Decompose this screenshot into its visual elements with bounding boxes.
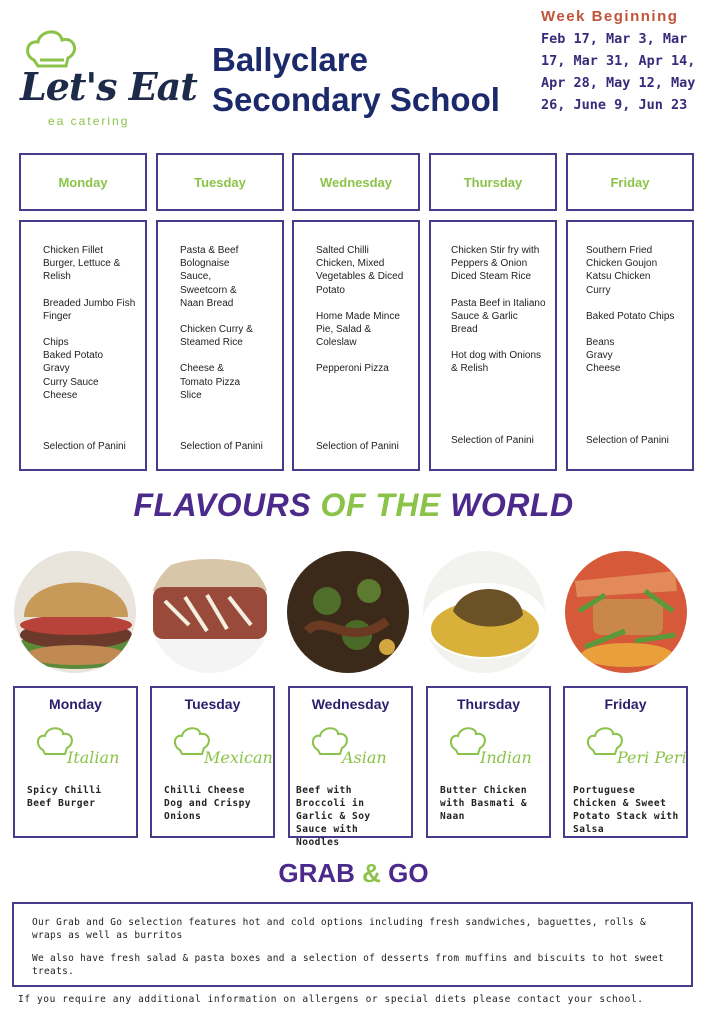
menu-item: Chips Baked Potato Gravy Curry Sauce Cheese bbox=[43, 337, 104, 401]
world-box-tuesday bbox=[150, 686, 275, 838]
ampersand: & bbox=[362, 858, 381, 888]
world-day-label: Friday bbox=[604, 696, 647, 712]
week-beginning-dates: Feb 17, Mar 3, Mar 17, Mar 31, Apr 14, Apr 28, May 12, May 26, June 9, Jun 23 bbox=[541, 31, 696, 113]
beef-broccoli-photo bbox=[287, 551, 409, 673]
world-day-label: Tuesday bbox=[184, 696, 241, 712]
menu-item: Pasta Beef in Italiano Sauce & Garlic Bread bbox=[451, 297, 546, 336]
menu-panini: Selection of Panini bbox=[586, 434, 669, 446]
grab-and-go-box bbox=[12, 902, 693, 987]
menu-box-thursday bbox=[429, 220, 557, 471]
world-dish: Chilli Cheese Dog and Crispy Onions bbox=[164, 785, 252, 822]
menu-item: Beans Gravy Cheese bbox=[586, 337, 621, 375]
chilli-dog-photo bbox=[149, 551, 271, 673]
burger-photo bbox=[14, 551, 136, 673]
world-box-wednesday bbox=[288, 686, 413, 848]
logo-subtitle: ea catering bbox=[48, 114, 130, 128]
world-dish: Butter Chicken with Basmati & Naan bbox=[440, 785, 528, 822]
grab-and-go-heading bbox=[0, 858, 707, 889]
cuisine-label: Mexican bbox=[204, 748, 273, 767]
allergen-footer-note: If you require any additional information on allergens or special diets please contact your school. bbox=[18, 994, 644, 1005]
menu-item: Breaded Jumbo Fish Finger bbox=[43, 297, 136, 322]
menu-item: Chicken Stir fry with Peppers & Onion Diced Steam Rice bbox=[451, 245, 540, 283]
menu-item: Hot dog with Onions & Relish bbox=[451, 350, 542, 375]
menu-item: Salted Chilli Chicken, Mixed Vegetables & Diced Potato bbox=[316, 245, 404, 296]
menu-item: Cheese & Tomato Pizza Slice bbox=[180, 363, 241, 401]
menu-item: Chicken Fillet Burger, Lettuce & Relish bbox=[43, 245, 121, 283]
grab-paragraph: We also have fresh salad & pasta boxes and a selection of desserts from muffins and biscuits to hot sweet treats. bbox=[32, 953, 665, 977]
menu-box-monday bbox=[19, 220, 147, 471]
go-word: GO bbox=[388, 858, 429, 888]
world-box-friday bbox=[563, 686, 688, 838]
school-title-line2: Secondary School bbox=[212, 81, 500, 118]
cuisine-label: Peri Peri bbox=[617, 748, 687, 767]
menu-panini: Selection of Panini bbox=[451, 434, 534, 446]
menu-item: Pasta & Beef Bolognaise Sauce, Sweetcorn & Naan Bread bbox=[180, 245, 239, 309]
cuisine-label: Italian bbox=[67, 748, 120, 767]
week-beginning-heading: Week Beginning bbox=[541, 8, 679, 25]
menu-panini: Selection of Panini bbox=[180, 440, 263, 452]
world-word: WORLD bbox=[450, 487, 574, 523]
day-header-tuesday: Tuesday bbox=[156, 153, 284, 211]
menu-panini: Selection of Panini bbox=[316, 440, 399, 452]
menu-box-wednesday bbox=[292, 220, 420, 471]
school-title bbox=[212, 40, 522, 120]
menu-item: Baked Potato Chips bbox=[586, 310, 675, 322]
cuisine-label: Indian bbox=[480, 748, 532, 767]
day-header-monday: Monday bbox=[19, 153, 147, 211]
school-title-line1: Ballyclare bbox=[212, 41, 368, 78]
menu-item: Chicken Curry & Steamed Rice bbox=[180, 324, 253, 349]
menu-item: Pepperoni Pizza bbox=[316, 363, 389, 375]
world-dish: Portuguese Chicken & Sweet Potato Stack with Salsa bbox=[573, 785, 679, 835]
world-day-label: Thursday bbox=[456, 696, 520, 712]
world-day-label: Wednesday bbox=[311, 696, 390, 712]
lets-eat-logo bbox=[14, 26, 197, 132]
logo-script-text: Let's Eat bbox=[20, 64, 197, 109]
of-the-word: OF THE bbox=[320, 487, 441, 523]
world-dish: Spicy Chilli Beef Burger bbox=[27, 785, 102, 809]
flavours-of-the-world-heading bbox=[0, 487, 707, 524]
world-box-monday bbox=[13, 686, 138, 838]
grab-paragraph: Our Grab and Go selection features hot and cold options including fresh sandwiches, baguettes, rolls & wraps as well as burritos bbox=[32, 917, 646, 941]
menu-box-tuesday bbox=[156, 220, 284, 471]
peri-peri-chicken-photo bbox=[565, 551, 687, 673]
menu-item: Southern Fried Chicken Goujon Katsu Chicken Curry bbox=[586, 245, 658, 296]
butter-chicken-photo bbox=[423, 551, 545, 673]
menu-panini: Selection of Panini bbox=[43, 440, 126, 452]
menu-box-friday bbox=[566, 220, 694, 471]
world-dish: Beef with Broccoli in Garlic & Soy Sauce with Noodles bbox=[296, 785, 371, 848]
grab-word: GRAB bbox=[278, 858, 355, 888]
world-day-label: Monday bbox=[49, 696, 102, 712]
world-box-thursday bbox=[426, 686, 551, 838]
flavours-word: FLAVOURS bbox=[133, 487, 312, 523]
day-header-friday: Friday bbox=[566, 153, 694, 211]
cuisine-label: Asian bbox=[342, 748, 387, 767]
day-header-wednesday: Wednesday bbox=[292, 153, 420, 211]
day-header-thursday: Thursday bbox=[429, 153, 557, 211]
menu-item: Home Made Mince Pie, Salad & Coleslaw bbox=[316, 310, 400, 349]
